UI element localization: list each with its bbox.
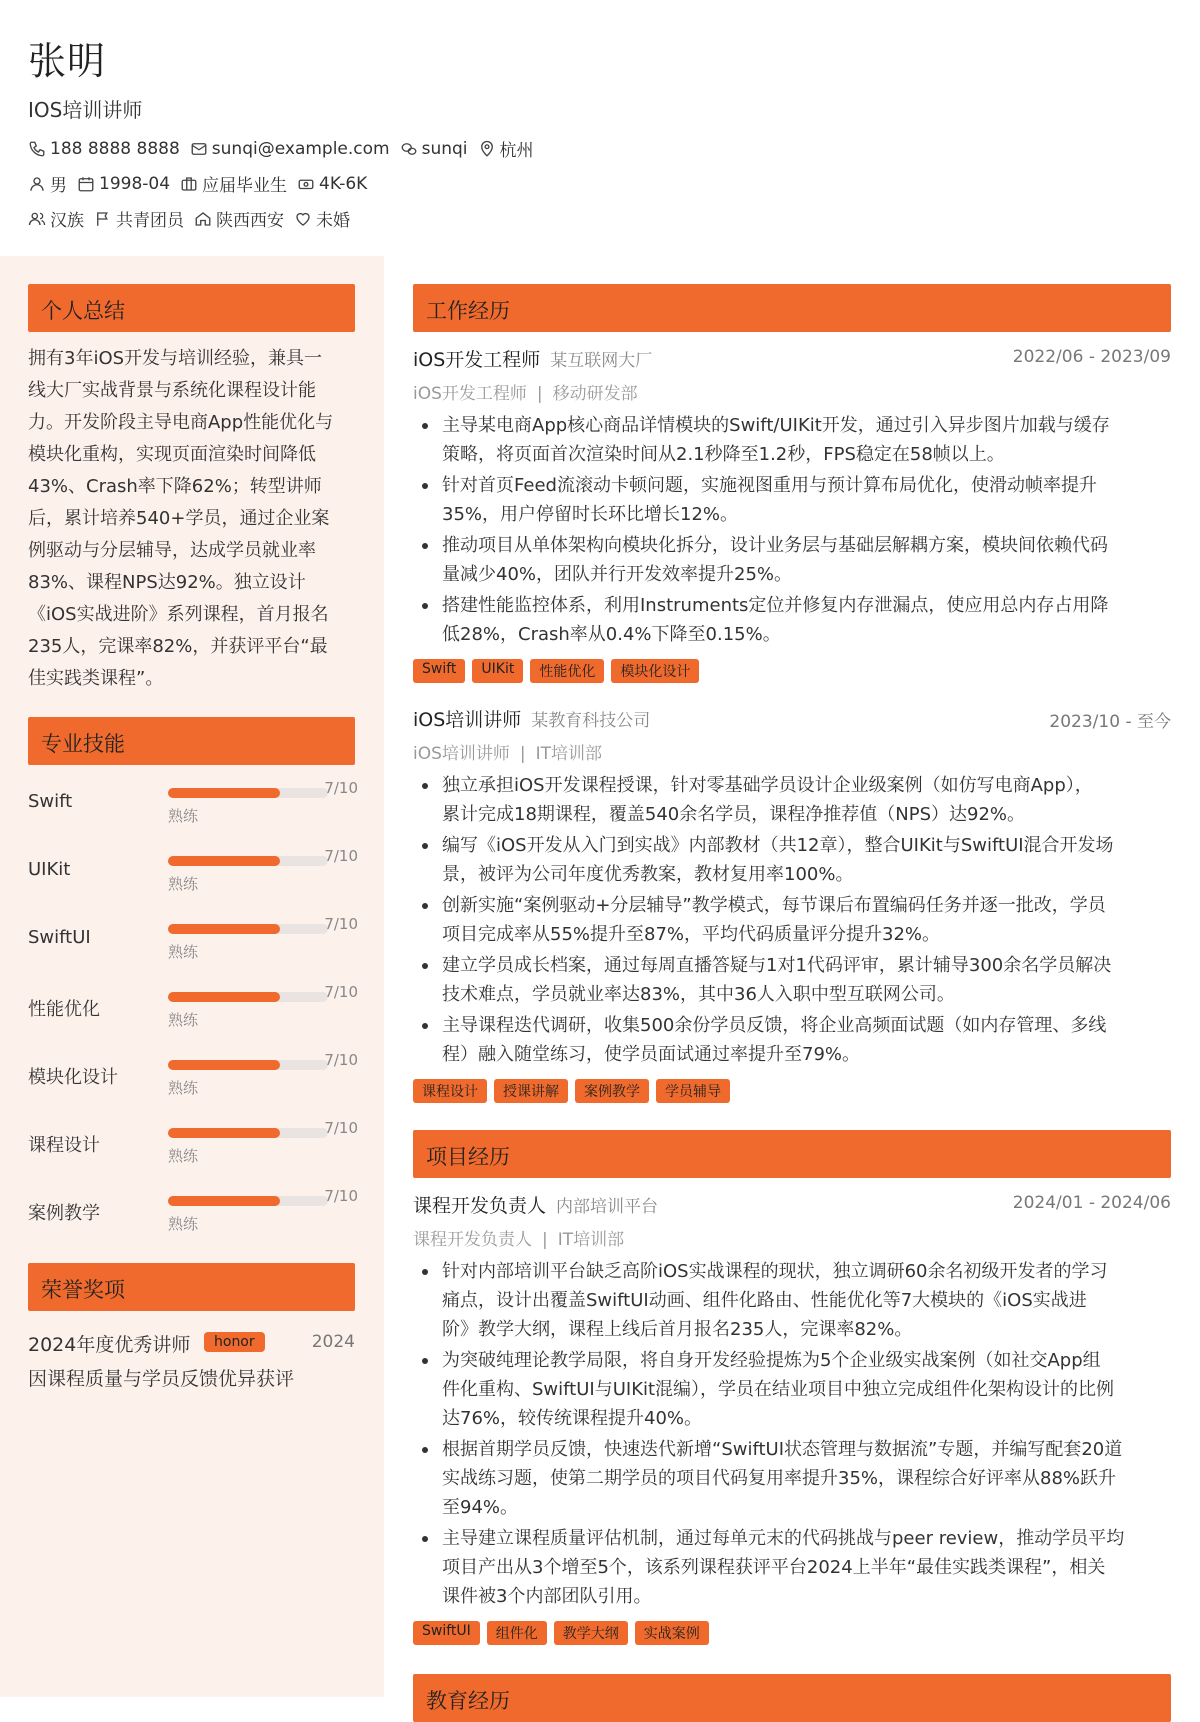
bullet-item [413, 531, 1171, 589]
people-icon [28, 210, 46, 228]
extra-political [94, 206, 184, 231]
entry-bullets [413, 771, 1171, 1069]
personal-gender [28, 171, 67, 196]
contact-row [28, 136, 544, 161]
skill-item [28, 843, 358, 899]
projects-title-text: 项目经历 [426, 1145, 510, 1169]
entry-bullets [413, 1257, 1171, 1611]
skill-bar-fill [168, 1060, 280, 1070]
summary-line: 力。开发阶段主导电商App性能优化与 [28, 412, 334, 433]
entry-title [413, 1191, 658, 1218]
contact-wechat [400, 139, 468, 159]
skill-name: SwiftUI [28, 927, 91, 948]
bullet-line: 项目产出从3个增至5个，该系列课程获评平台2024上半年“最佳实践类课程”，相关 [442, 1557, 1106, 1578]
skill-bar [168, 856, 328, 866]
mail-icon [190, 140, 208, 158]
skill-score: 7/10 [324, 1119, 358, 1137]
skill-tag: 授课讲解 [494, 1079, 568, 1103]
skill-level: 熟练 [168, 1215, 199, 1233]
contact-location [478, 136, 534, 161]
skill-tag: 性能优化 [530, 659, 604, 683]
skill-item [28, 979, 358, 1035]
bullet-line: 策略，将页面首次渲染时间从2.1秒降至1.2秒，FPS稳定在58帧以上。 [442, 444, 1005, 465]
education-title-text: 教育经历 [426, 1689, 510, 1713]
user-icon [28, 175, 46, 193]
skill-bar-fill [168, 788, 280, 798]
contact-email-text: sunqi@example.com [211, 138, 390, 159]
entry-head [413, 345, 1171, 375]
entry-title-text: 课程开发负责人 [413, 1195, 547, 1217]
entry-org: 某互联网大厂 [550, 351, 653, 371]
skill-item [28, 775, 358, 831]
entry-sub [413, 1221, 1171, 1255]
summary-section-title [28, 284, 355, 332]
wechat-icon [400, 140, 418, 158]
honor-year: 2024 [311, 1332, 355, 1352]
entry-sub-dept: IT培训部 [557, 1230, 625, 1250]
extra-ethnicity [28, 206, 84, 231]
entry-sub [413, 375, 1171, 409]
heart-icon [294, 210, 312, 228]
bullet-line: 实战练习题，使第二期学员的项目代码复用率提升35%，课程综合好评率从88%跃升 [442, 1468, 1117, 1489]
entry-tags [413, 659, 1171, 683]
summary-line: 43%、Crash率下降62%；转型讲师 [28, 476, 322, 497]
bullet-line: 至94%。 [442, 1497, 519, 1518]
skill-tag: UIKit [472, 659, 523, 683]
skill-tag: 案例教学 [575, 1079, 649, 1103]
bullet-line: 35%，用户停留时长环比增长12%。 [442, 504, 739, 525]
skill-tag: 组件化 [487, 1621, 547, 1645]
personal-status-text: 应届毕业生 [202, 176, 288, 196]
skill-score: 7/10 [324, 779, 358, 797]
bullet-item [413, 591, 1171, 649]
bullet-line: 独立承担iOS开发课程授课，针对零基础学员设计企业级案例（如仿写电商App）， [442, 775, 1093, 796]
skill-item [28, 1183, 358, 1239]
contact-phone-text: 188 8888 8888 [50, 138, 180, 159]
bullet-line: 达76%，较传统课程提升40%。 [442, 1408, 703, 1429]
money-icon [297, 175, 315, 193]
entry-org: 内部培训平台 [556, 1197, 659, 1217]
bullet-line: 编写《iOS开发从入门到实战》内部教材（共12章），整合UIKit与SwiftUI混合开发场 [442, 835, 1114, 856]
bullet-line: 针对内部培训平台缺乏高阶iOS实战课程的现状，独立调研60余名初级开发者的学习 [442, 1261, 1108, 1282]
skill-score: 7/10 [324, 915, 358, 933]
personal-status [180, 171, 287, 196]
entry-title [413, 705, 650, 732]
resume-header [0, 0, 1200, 256]
projects-section-title [413, 1130, 1171, 1178]
contact-wechat-text: sunqi [421, 138, 468, 159]
skill-level: 熟练 [168, 1147, 199, 1165]
skill-bar [168, 992, 328, 1002]
phone-icon [28, 140, 46, 158]
skill-bar [168, 1196, 328, 1206]
skills-title-text: 专业技能 [41, 732, 125, 756]
skill-level: 熟练 [168, 807, 199, 825]
personal-birth-text: 1998-04 [99, 173, 171, 194]
bullet-item [413, 471, 1171, 529]
summary-line: 拥有3年iOS开发与培训经验，兼具一 [28, 348, 323, 369]
bullet-item [413, 411, 1171, 469]
contact-email [190, 139, 390, 159]
bullet-line: 阶》教学大纲，课程上线后首月报名235人，完课率82%。 [442, 1319, 913, 1340]
skill-bar [168, 1128, 328, 1138]
contact-location-text: 杭州 [499, 141, 534, 161]
entry-date: 2024/01 - 2024/06 [1012, 1193, 1171, 1213]
summary-line: 83%、课程NPS达92%。独立设计 [28, 572, 306, 593]
skill-bar [168, 924, 328, 934]
bullet-line: 主导课程迭代调研，收集500余份学员反馈，将企业高频面试题（如内存管理、多线 [442, 1015, 1107, 1036]
honor-title: 2024年度优秀讲师 [28, 1334, 191, 1356]
bullet-item [413, 1435, 1171, 1522]
bullet-line: 为突破纯理论教学局限，将自身开发经验提炼为5个企业级实战案例（如社交App组 [442, 1350, 1101, 1371]
bullet-line: 程）融入随堂练习，使学员面试通过率提升至79%。 [442, 1044, 861, 1065]
bullet-line: 主导某电商App核心商品详情模块的Swift/UIKit开发，通过引入异步图片加载与缓存 [442, 415, 1110, 436]
entry-sub-separator: | [542, 1230, 548, 1250]
home-icon [194, 210, 212, 228]
summary-line: 《iOS实战进阶》系列课程，首月报名 [28, 604, 329, 625]
bullet-line: 量减少40%，团队并行开发效率提升25%。 [442, 564, 793, 585]
skill-name: 性能优化 [28, 999, 100, 1020]
skill-tag: 模块化设计 [611, 659, 699, 683]
summary-text [28, 343, 358, 695]
summary-line: 后，累计培养540+学员，通过企业案 [28, 508, 330, 529]
entry-bullets [413, 411, 1171, 649]
skills-section-title [28, 717, 355, 765]
skill-item [28, 911, 358, 967]
skill-name: Swift [28, 791, 73, 812]
entry-sub-role: iOS开发工程师 [413, 384, 527, 404]
briefcase-icon [180, 175, 198, 193]
skill-score: 7/10 [324, 983, 358, 1001]
candidate-role: IOS培训讲师 [28, 98, 143, 122]
bullet-item [413, 831, 1171, 889]
skill-tag: Swift [413, 659, 465, 683]
skill-level: 熟练 [168, 943, 199, 961]
summary-line: 235人，完课率82%，并获评平台“最 [28, 636, 328, 657]
work-section-title [413, 284, 1171, 332]
work-entry [413, 705, 1171, 1103]
candidate-name: 张明 [28, 39, 107, 83]
bullet-line: 课件被3个内部团队引用。 [442, 1586, 652, 1607]
skill-name: UIKit [28, 859, 71, 880]
entry-org: 某教育科技公司 [531, 711, 651, 731]
honors-section-title [28, 1263, 355, 1311]
bullet-line: 搭建性能监控体系，利用Instruments定位并修复内存泄漏点，使应用总内存占用降 [442, 595, 1109, 616]
summary-line: 线大厂实战背景与系统化课程设计能 [28, 380, 316, 401]
skill-bar [168, 788, 328, 798]
entry-sub-separator: | [536, 384, 543, 404]
personal-row [28, 171, 377, 196]
extra-marital-text: 未婚 [316, 211, 350, 231]
bullet-line: 痛点，设计出覆盖SwiftUI动画、组件化路由、性能优化等7大模块的《iOS实战进 [442, 1290, 1087, 1311]
skill-bar-fill [168, 992, 280, 1002]
skill-name: 模块化设计 [28, 1067, 118, 1088]
bullet-line: 创新实施“案例驱动+分层辅导”教学模式，每节课后布置编码任务并逐一批改，学员 [442, 895, 1106, 916]
skill-tag: SwiftUI [413, 1621, 480, 1645]
flag-icon [94, 210, 112, 228]
summary-line: 例驱动与分层辅导，达成学员就业率 [28, 540, 316, 561]
honor-desc: 因课程质量与学员反馈优异获评 [28, 1368, 295, 1390]
work-title-text: 工作经历 [426, 299, 510, 323]
entry-tags [413, 1621, 1171, 1645]
bullet-line: 景，被评为公司年度优秀教案，教材复用率100%。 [442, 864, 854, 885]
summary-line: 佳实践类课程”。 [28, 668, 164, 689]
bullet-line: 项目完成率从55%提升至87%，平均代码质量评分提升32%。 [442, 924, 941, 945]
summary-line: 模块化重构，实现页面渲染时间降低 [28, 444, 316, 465]
skill-bar-fill [168, 856, 280, 866]
contact-phone [28, 139, 180, 159]
extra-political-text: 共青团员 [116, 211, 184, 231]
skill-bar-fill [168, 924, 280, 934]
entry-tags [413, 1079, 1171, 1103]
bullet-line: 建立学员成长档案，通过每周直播答疑与1对1代码评审，累计辅导300余名学员解决 [442, 955, 1112, 976]
skill-tag: 教学大纲 [554, 1621, 628, 1645]
entry-sub-separator: | [519, 744, 526, 764]
bullet-item [413, 1346, 1171, 1433]
location-icon [478, 140, 496, 158]
bullet-item [413, 1011, 1171, 1069]
skill-score: 7/10 [324, 847, 358, 865]
work-entry [413, 345, 1171, 683]
entry-head [413, 705, 1171, 735]
bullet-item [413, 891, 1171, 949]
skill-level: 熟练 [168, 1011, 199, 1029]
project-entry [413, 1191, 1171, 1645]
entry-title-text: iOS开发工程师 [413, 349, 541, 371]
entry-date: 2023/10 - 至今 [1049, 712, 1171, 732]
entry-date: 2022/06 - 2023/09 [1012, 347, 1171, 367]
personal-salary-text: 4K-6K [319, 173, 368, 194]
skill-tag: 课程设计 [413, 1079, 487, 1103]
entry-sub-dept: IT培训部 [535, 744, 603, 764]
personal-salary [297, 174, 367, 194]
extra-hometown-text: 陕西西安 [216, 211, 284, 231]
extra-row [28, 206, 360, 231]
skill-level: 熟练 [168, 875, 199, 893]
skill-bar [168, 1060, 328, 1070]
entry-sub-dept: 移动研发部 [552, 384, 638, 404]
skill-name: 案例教学 [28, 1203, 100, 1224]
bullet-item [413, 771, 1171, 829]
bullet-line: 根据首期学员反馈，快速迭代新增“SwiftUI状态管理与数据流”专题，并编写配套20道 [442, 1439, 1123, 1460]
summary-title-text: 个人总结 [41, 299, 125, 323]
personal-gender-text: 男 [50, 176, 67, 196]
bullet-line: 针对首页Feed流滚动卡顿问题，实施视图重用与预计算布局优化，使滑动帧率提升 [442, 475, 1097, 496]
extra-ethnicity-text: 汉族 [50, 211, 84, 231]
bullet-line: 累计完成18期课程，覆盖540余名学员，课程净推荐值（NPS）达92%。 [442, 804, 1026, 825]
education-section-title [413, 1674, 1171, 1722]
entry-sub-role: iOS培训讲师 [413, 744, 510, 764]
extra-marital [294, 206, 350, 231]
extra-hometown [194, 206, 284, 231]
entry-title [413, 345, 652, 372]
skill-bar-fill [168, 1128, 280, 1138]
skill-level: 熟练 [168, 1079, 199, 1097]
skill-score: 7/10 [324, 1187, 358, 1205]
skill-item [28, 1115, 358, 1171]
skill-bar-fill [168, 1196, 280, 1206]
bullet-line: 件化重构、SwiftUI与UIKit混编），学员在结业项目中独立完成组件化架构设计的比例 [442, 1379, 1115, 1400]
entry-sub [413, 735, 1171, 769]
bullet-line: 技术难点，学员就业率达83%，其中36人入职中型互联网公司。 [442, 984, 955, 1005]
bullet-line: 低28%，Crash率从0.4%下降至0.15%。 [442, 624, 781, 645]
honors-title-text: 荣誉奖项 [41, 1278, 125, 1302]
calendar-icon [77, 175, 95, 193]
entry-sub-role: 课程开发负责人 [413, 1230, 532, 1250]
bullet-item [413, 951, 1171, 1009]
skill-item [28, 1047, 358, 1103]
honor-badge: honor [204, 1332, 265, 1352]
bullet-line: 主导建立课程质量评估机制，通过每单元末的代码挑战与peer review，推动学员平均 [442, 1528, 1125, 1549]
entry-title-text: iOS培训讲师 [413, 709, 522, 731]
bullet-item [413, 1257, 1171, 1344]
personal-birth [77, 174, 170, 194]
bullet-item [413, 1524, 1171, 1611]
skill-name: 课程设计 [28, 1135, 100, 1156]
entry-head [413, 1191, 1171, 1221]
skill-tag: 实战案例 [635, 1621, 709, 1645]
bullet-line: 推动项目从单体架构向模块化拆分，设计业务层与基础层解耦方案，模块间依赖代码 [442, 535, 1108, 556]
skill-tag: 学员辅导 [656, 1079, 730, 1103]
skill-score: 7/10 [324, 1051, 358, 1069]
